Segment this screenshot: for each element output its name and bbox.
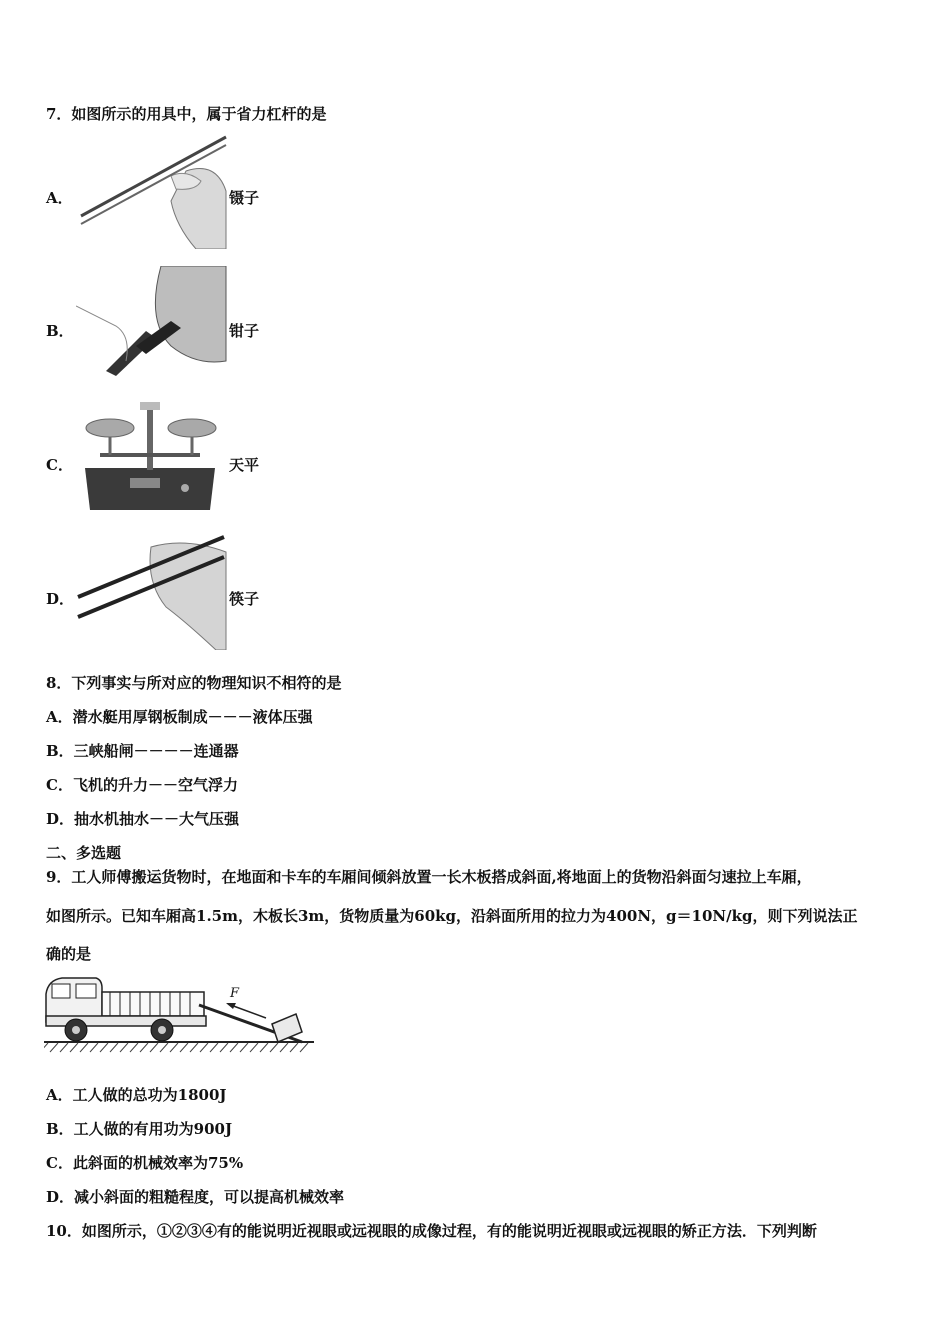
question-9-stem-line2: 如图所示。已知车厢高1.5m，木板长3m，货物质量为60kg，沿斜面所用的拉力为400N，g＝10N/kg，则下列说法正 — [46, 907, 858, 925]
q7-option-d-caption: 筷子 — [229, 590, 260, 608]
question-10-stem-line1: 10．如图所示，①②③④有的能说明近视眼或远视眼的成像过程，有的能说明近视眼或远视眼的矫正方法．下列判断 — [46, 1222, 817, 1240]
q9-option-a: A．工人做的总功为1800J — [46, 1086, 227, 1104]
truck-ramp-figure — [44, 972, 314, 1058]
q9-option-b: B．工人做的有用功为900J — [46, 1120, 233, 1138]
q9-option-c: C．此斜面的机械效率为75% — [46, 1154, 244, 1172]
q8-option-a: A．潜水艇用厚钢板制成－－－液体压强 — [46, 708, 313, 726]
q8-option-d: D．抽水机抽水－－大气压强 — [46, 810, 240, 828]
question-9-stem-line3: 确的是 — [46, 945, 92, 963]
force-label: F — [230, 986, 240, 1001]
q7-option-b-caption: 钳子 — [229, 322, 260, 340]
q7-option-a-caption: 镊子 — [229, 189, 260, 207]
q9-option-d: D．减小斜面的粗糙程度，可以提高机械效率 — [46, 1188, 345, 1206]
tweezers-icon — [76, 131, 228, 249]
q7-option-a-label: A． — [46, 189, 73, 207]
q7-option-b-label: B． — [46, 322, 74, 340]
q7-option-c-caption: 天平 — [229, 456, 260, 474]
question-9-stem-line1: 9．工人师傅搬运货物时，在地面和卡车的车厢间倾斜放置一长木板搭成斜面,将地面上的货物沿斜面匀速拉上车厢， — [46, 868, 812, 886]
pliers-icon — [76, 266, 228, 382]
question-8-stem: 8．下列事实与所对应的物理知识不相符的是 — [46, 674, 342, 692]
q8-option-c: C．飞机的升力－－空气浮力 — [46, 776, 238, 794]
chopsticks-icon — [76, 532, 228, 650]
section-title: 二、多选题 — [46, 844, 122, 862]
question-7-stem: 7．如图所示的用具中，属于省力杠杆的是 — [46, 105, 327, 123]
q7-option-c-label: C． — [46, 456, 73, 474]
balance-scale-icon — [80, 400, 220, 515]
q8-option-b: B．三峡船闸－－－－连通器 — [46, 742, 239, 760]
q7-option-d-label: D． — [46, 590, 75, 608]
